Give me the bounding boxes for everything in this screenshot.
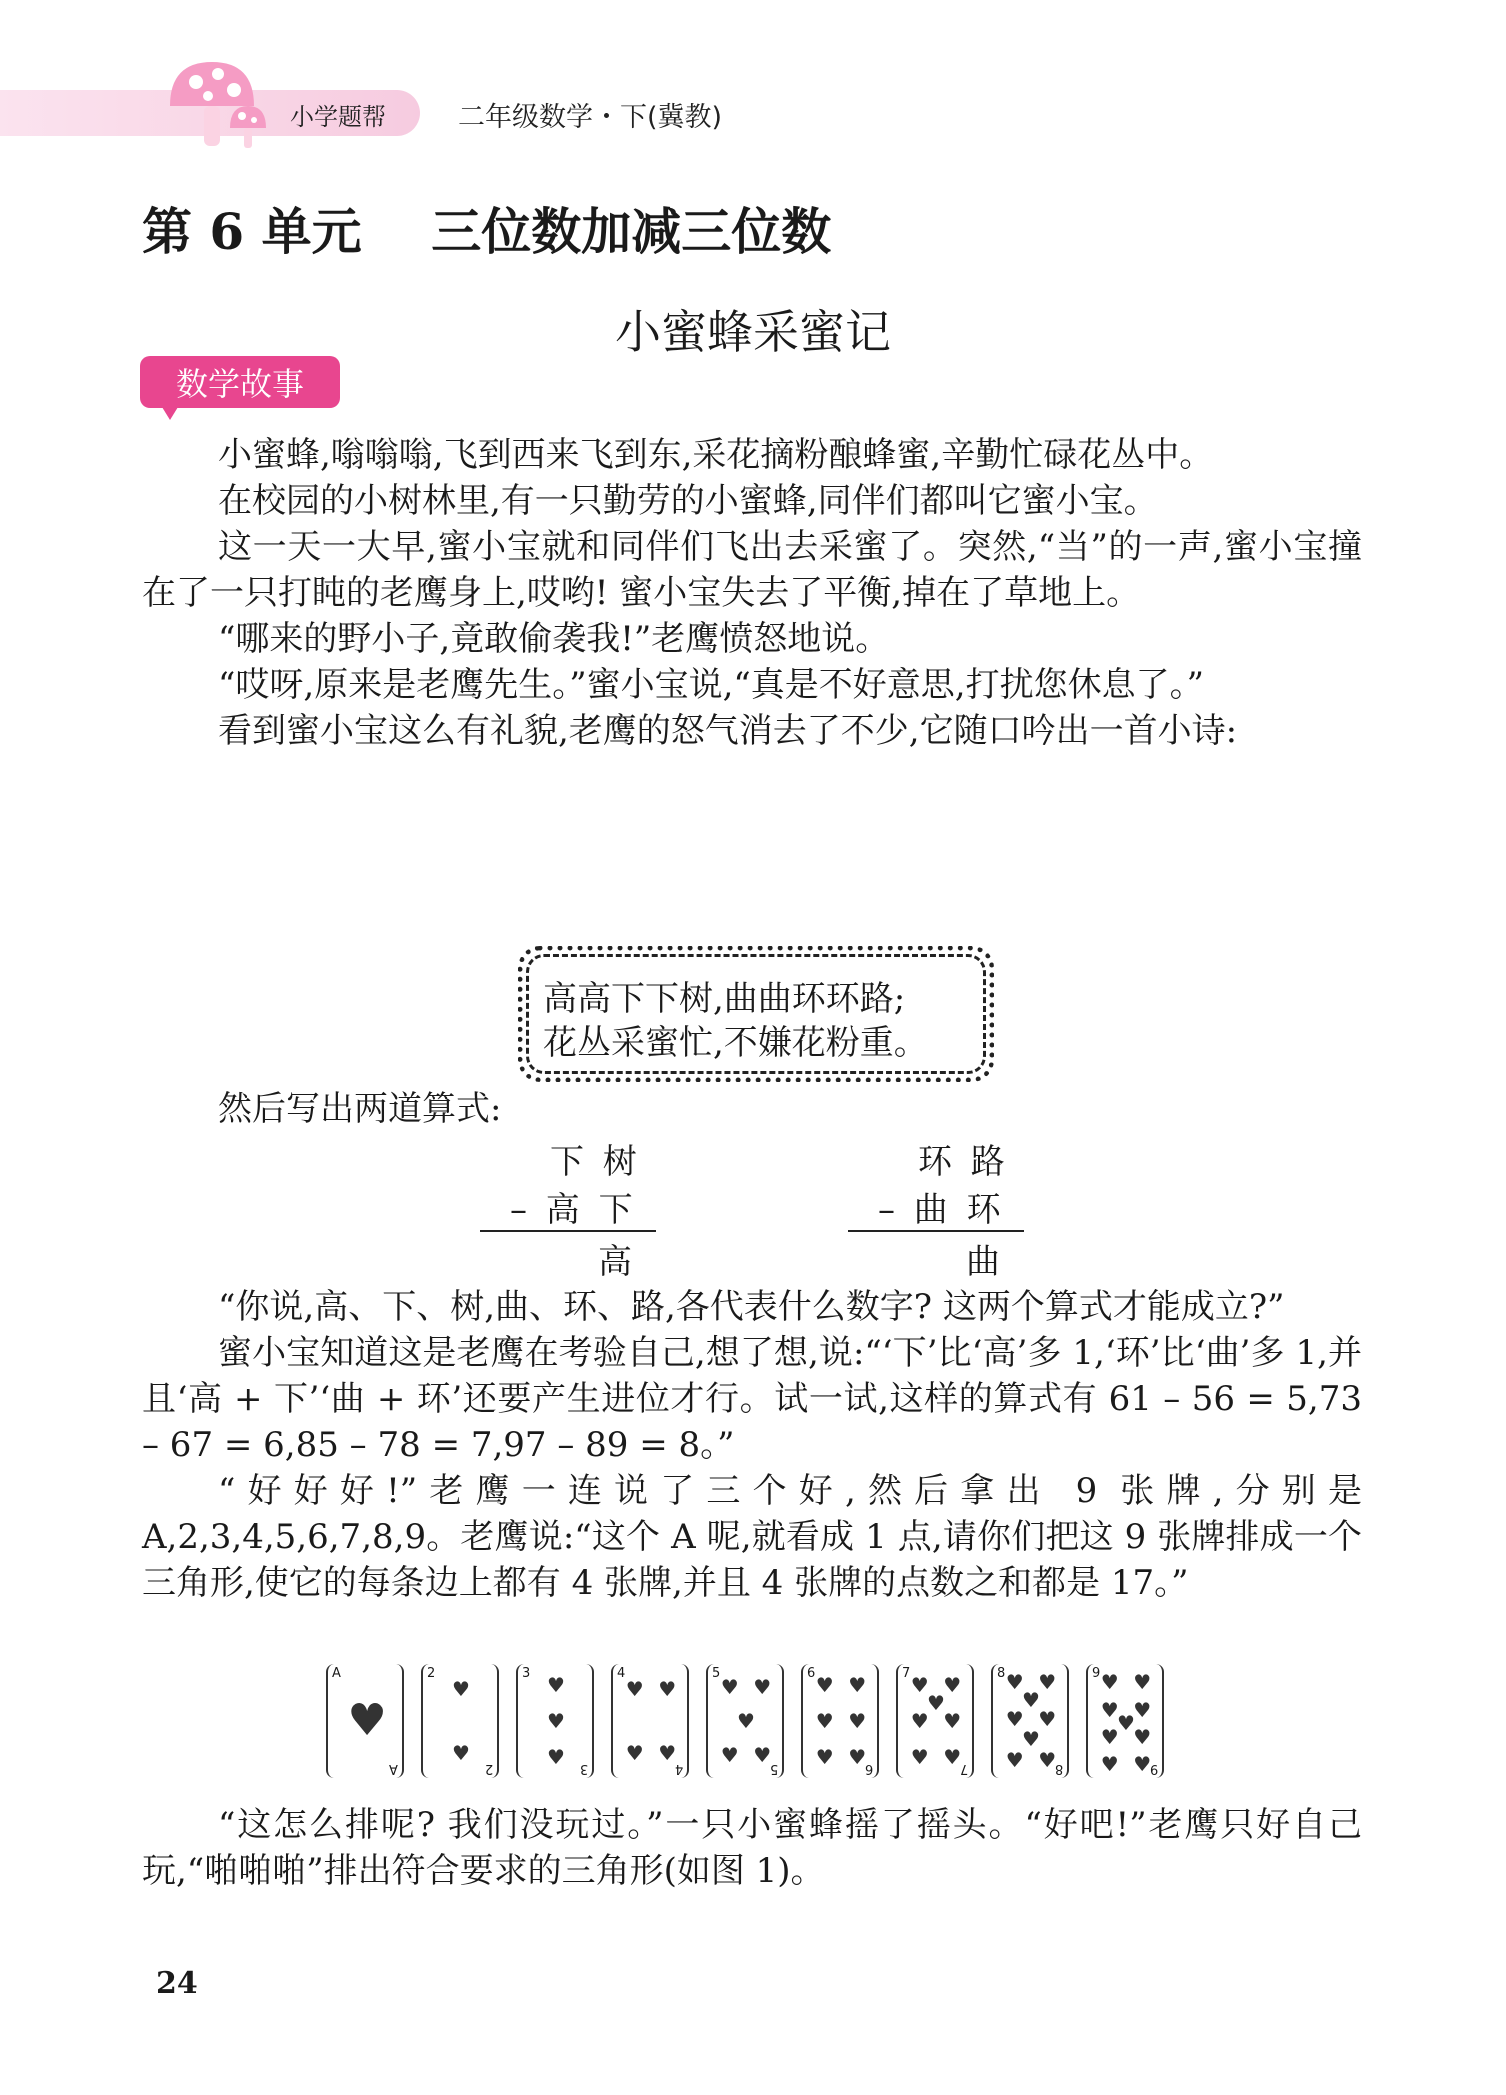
- heart-icon: ♥: [1100, 1670, 1119, 1695]
- playing-card: [896, 1664, 974, 1778]
- heart-icon: ♥: [848, 1709, 867, 1733]
- story-text-part-3: [142, 1802, 1362, 1894]
- card-rank: 4: [617, 1666, 626, 1681]
- heart-icon: ♥: [753, 1743, 772, 1768]
- playing-card: [1086, 1664, 1164, 1778]
- heart-icon: ♥: [1133, 1724, 1152, 1749]
- card-rank: 7: [959, 1761, 968, 1776]
- heart-icon: ♥: [910, 1672, 929, 1697]
- heart-icon: ♥: [737, 1709, 755, 1733]
- equation-rule: [480, 1230, 656, 1232]
- card-rank: 9: [1149, 1761, 1158, 1776]
- paragraph: “哎呀,原来是老鹰先生。”蜜小宝说,“真是不好意思,打扰您休息了。”: [218, 665, 1204, 705]
- heart-icon: ♥: [1022, 1688, 1040, 1713]
- book-subtitle: 二年级数学・下(冀教): [458, 102, 723, 133]
- playing-card: [801, 1664, 879, 1778]
- equation-intro-block: [142, 1086, 1362, 1132]
- card-rank: A: [332, 1666, 341, 1681]
- story-text-part-2: [142, 1284, 1362, 1606]
- card-rank: 2: [427, 1666, 436, 1681]
- heart-icon: ♥: [1117, 1711, 1135, 1736]
- heart-icon: ♥: [625, 1677, 644, 1702]
- heart-icon: ♥: [720, 1743, 739, 1768]
- paragraph: 在校园的小树林里,有一只勤劳的小蜜蜂,同伴们都叫它蜜小宝。: [218, 481, 1158, 521]
- heart-icon: ♥: [1022, 1727, 1040, 1752]
- heart-icon: ♥: [658, 1740, 677, 1765]
- heart-icon: ♥: [452, 1677, 470, 1702]
- heart-icon: ♥: [1005, 1670, 1024, 1695]
- card-rank: 8: [997, 1666, 1006, 1681]
- heart-icon: ♥: [943, 1745, 962, 1770]
- playing-card: [516, 1664, 594, 1778]
- paragraph: 这一天一大早,蜜小宝就和同伴们飞出去采蜜了。突然,“当”的一声,蜜小宝撞在了一只打盹的老鹰身上,哎哟! 蜜小宝失去了平衡,掉在了草地上。: [142, 527, 1362, 613]
- heart-icon: ♥: [943, 1672, 962, 1697]
- heart-icon: ♥: [848, 1672, 867, 1697]
- heart-icon: ♥: [1100, 1724, 1119, 1749]
- heart-icon: ♥: [452, 1740, 470, 1765]
- heart-icon: ♥: [1100, 1697, 1119, 1722]
- heart-icon: ♥: [720, 1674, 739, 1699]
- equation-result: 曲: [966, 1242, 1004, 1282]
- equation-left: [480, 1134, 660, 1284]
- heart-icon: ♥: [753, 1674, 772, 1699]
- poem-line: 花丛采蜜忙,不嫌花粉重。: [543, 1023, 928, 1063]
- paragraph: “这怎么排呢? 我们没玩过。”一只小蜜蜂摇了摇头。“好吧!”老鹰只好自己玩,“啪啪啪”排出符合要求的三角形(如图 1)。: [142, 1805, 1362, 1891]
- heart-icon: ♥: [347, 1695, 387, 1746]
- equation-result: 高: [598, 1242, 636, 1282]
- card-rank: 3: [522, 1666, 531, 1681]
- card-rank: 8: [1054, 1761, 1063, 1776]
- heart-icon: ♥: [1100, 1752, 1119, 1777]
- equation-subtrahend: – 高 下: [510, 1190, 637, 1230]
- heart-icon: ♥: [910, 1745, 929, 1770]
- heart-icon: ♥: [1133, 1670, 1152, 1695]
- equation-intro: 然后写出两道算式:: [218, 1089, 502, 1129]
- heart-icon: ♥: [547, 1709, 565, 1733]
- heart-icon: ♥: [815, 1709, 834, 1733]
- paragraph: “好好好!”老鹰一连说了三个好,然后拿出 9 张牌,分别是 A,2,3,4,5,6,7,8,9。老鹰说:“这个 A 呢,就看成 1 点,请你们把这 9 张牌排成一个三角形,使它的每条边上都有 4 张牌,并且 4 张牌的点数之和都是 17。”: [142, 1471, 1362, 1603]
- heart-icon: ♥: [910, 1709, 929, 1733]
- heart-icon: ♥: [625, 1740, 644, 1765]
- mushroom-icon: [160, 54, 270, 154]
- card-rank: 7: [902, 1666, 911, 1681]
- card-rank: 6: [864, 1761, 873, 1776]
- heart-icon: ♥: [1038, 1706, 1057, 1731]
- heart-icon: ♥: [815, 1745, 834, 1770]
- story-title: 小蜜蜂采蜜记: [615, 305, 891, 359]
- poem-box: [518, 946, 994, 1082]
- heart-icon: ♥: [658, 1677, 677, 1702]
- playing-card: [706, 1664, 784, 1778]
- playing-cards: [326, 1664, 1186, 1780]
- playing-card: [421, 1664, 499, 1778]
- paragraph: 看到蜜小宝这么有礼貌,老鹰的怒气消去了不少,它随口吟出一首小诗:: [218, 711, 1238, 751]
- series-label: 小学题帮: [290, 103, 386, 131]
- card-rank: 4: [674, 1761, 683, 1776]
- card-rank: 6: [807, 1666, 816, 1681]
- heart-icon: ♥: [927, 1690, 945, 1715]
- heart-icon: ♥: [1133, 1697, 1152, 1722]
- heart-icon: ♥: [1005, 1747, 1024, 1772]
- heart-icon: ♥: [547, 1745, 565, 1770]
- heart-icon: ♥: [1038, 1670, 1057, 1695]
- heart-icon: ♥: [848, 1745, 867, 1770]
- paragraph: 蜜小宝知道这是老鹰在考验自己,想了想,说:“‘下’比‘高’多 1,‘环’比‘曲’多 1,并且‘高 + 下’‘曲 + 环’还要产生进位才行。试一试,这样的算式有 61 – 56 = 5,73 – 67 = 6,85 – 78 = 7,97 – 89 = 8。”: [142, 1333, 1362, 1465]
- unit-title: 第 6 单元 三位数加减三位数: [142, 202, 832, 261]
- heart-icon: ♥: [1133, 1752, 1152, 1777]
- card-rank: 2: [484, 1761, 493, 1776]
- playing-card: [326, 1664, 404, 1778]
- equation-rule: [848, 1230, 1024, 1232]
- equation-subtrahend: – 曲 环: [878, 1190, 1005, 1230]
- card-rank: A: [389, 1761, 398, 1776]
- playing-card: [991, 1664, 1069, 1778]
- section-tag: 数学故事: [140, 356, 340, 408]
- heart-icon: ♥: [943, 1709, 962, 1733]
- equation-right: [848, 1134, 1028, 1284]
- equation-top: 下 树: [550, 1142, 641, 1182]
- heart-icon: ♥: [1005, 1706, 1024, 1731]
- heart-icon: ♥: [1038, 1747, 1057, 1772]
- poem-line: 高高下下树,曲曲环环路;: [543, 979, 906, 1019]
- equation-top: 环 路: [918, 1142, 1009, 1182]
- paragraph: “哪来的野小子,竟敢偷袭我!”老鹰愤怒地说。: [218, 619, 890, 659]
- heart-icon: ♥: [815, 1672, 834, 1697]
- card-rank: 3: [579, 1761, 588, 1776]
- heart-icon: ♥: [547, 1672, 565, 1697]
- card-rank: 9: [1092, 1666, 1101, 1681]
- card-rank: 5: [769, 1761, 778, 1776]
- story-text-part-1: [142, 432, 1362, 754]
- card-rank: 5: [712, 1666, 721, 1681]
- page-number: 24: [156, 1966, 198, 2001]
- paragraph: 小蜜蜂,嗡嗡嗡,飞到西来飞到东,采花摘粉酿蜂蜜,辛勤忙碌花丛中。: [218, 435, 1214, 475]
- paragraph: “你说,高、下、树,曲、环、路,各代表什么数字? 这两个算式才能成立?”: [218, 1287, 1285, 1327]
- playing-card: [611, 1664, 689, 1778]
